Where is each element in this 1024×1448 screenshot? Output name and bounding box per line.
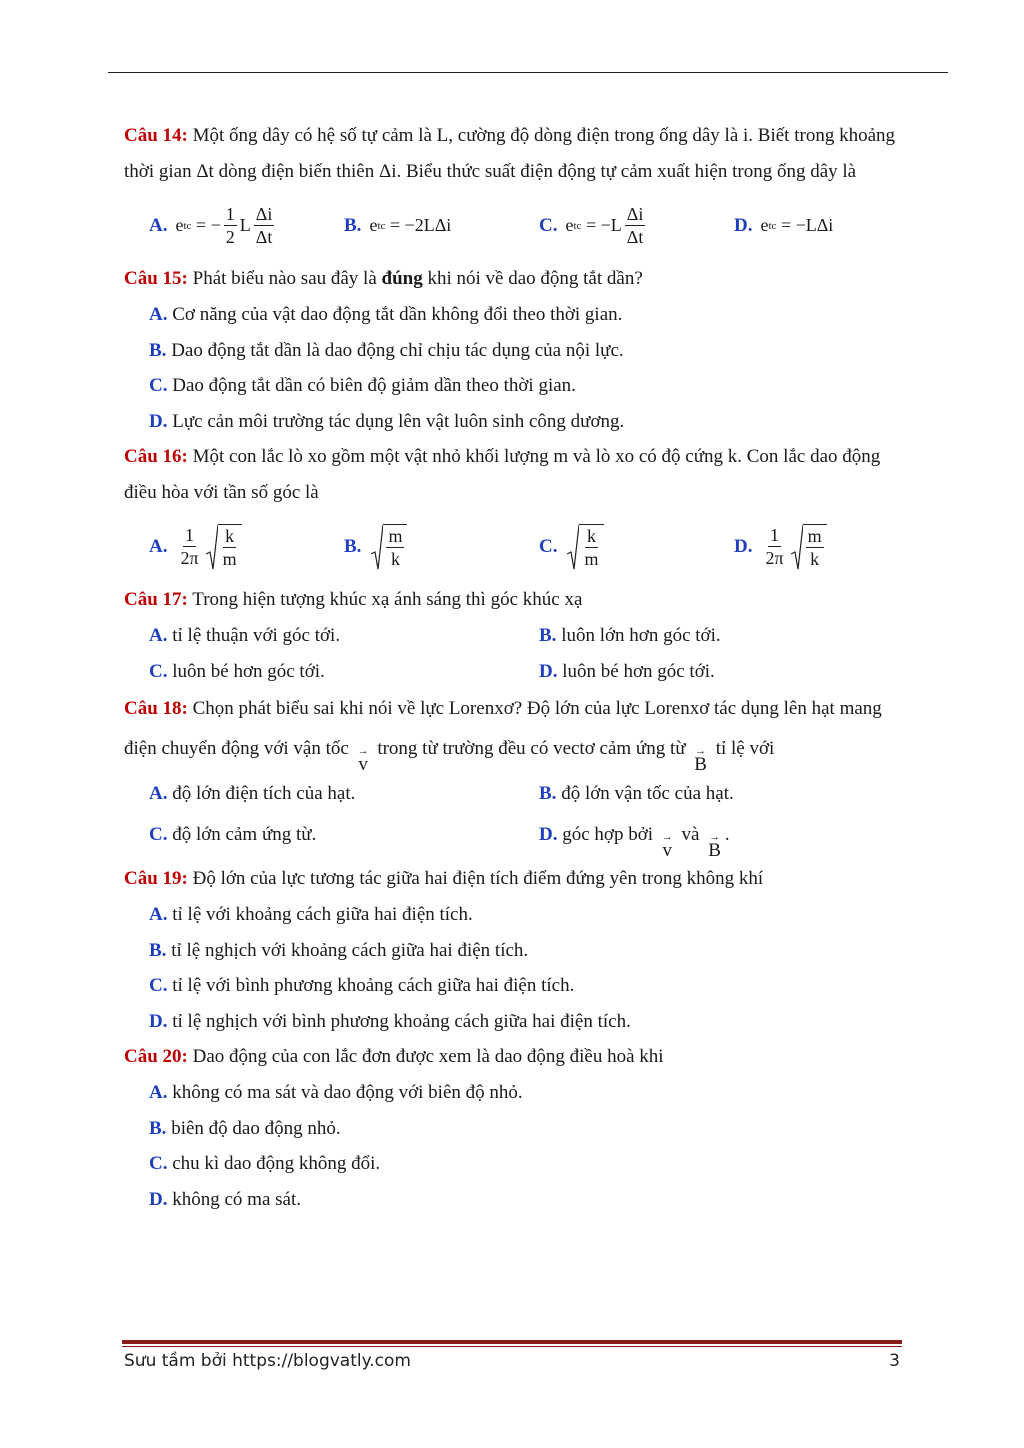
fraction: $\frac{\Delta i}{\Delta t}$: [255, 204, 273, 247]
question-label: Câu 16:: [124, 446, 188, 467]
option-c: C. $\frac{k}{m}$: [539, 511, 734, 582]
sqrt: $\frac{k}{m}$: [567, 524, 603, 570]
header-rule: [108, 72, 948, 73]
fraction: $\frac{\Delta i}{\Delta t}$: [626, 204, 644, 247]
question-label: Câu 19:: [124, 868, 188, 889]
option-letter: A.: [149, 214, 168, 236]
option-c: [539, 190, 734, 261]
question-18: Câu 18: Chọn phát biểu sai khi nói về lực Lorenxơ? Độ lớn của lực Lorenxơ tác dụng lên hạt mang điện chuyển động với vận tốc → v trong từ trường đều có vectơ cảm ứng từ → B tỉ lệ với: [124, 698, 882, 775]
sqrt: $\frac{m}{k}$: [791, 524, 827, 570]
option-b: B. tỉ lệ nghịch với khoảng cách giữa hai điện tích.: [149, 939, 529, 961]
fraction: $\frac{1}{2}$: [225, 204, 235, 247]
option-b: B. độ lớn vận tốc của hạt.: [539, 783, 734, 804]
option-c: C. độ lớn cảm ứng từ.: [149, 824, 317, 845]
question-text: Một ống dây có hệ số tự cảm là L, cường độ dòng điện trong ống dây là i. Biết trong khoảng thời gian Δt dòng điện biến thiên Δi. Biểu thức suất điện động tự cảm xuất hiện trong ống dây là: [124, 125, 896, 182]
question-label: Câu 17:: [124, 589, 188, 610]
footer-source: Sưu tầm bởi https://blogvatly.com: [124, 1351, 411, 1371]
question-text: Độ lớn của lực tương tác giữa hai điện tích điểm đứng yên trong không khí: [192, 868, 764, 889]
option-a: A. không có ma sát và dao động với biên độ nhỏ.: [149, 1082, 523, 1103]
vector-b: → B: [708, 831, 721, 861]
option-c: C. luôn bé hơn góc tới.: [149, 660, 325, 682]
question-text: Trong hiện tượng khúc xạ ánh sáng thì góc khúc xạ: [192, 589, 583, 610]
option-b: B. Dao động tắt dần là dao động chỉ chịu tác dụng của nội lực.: [149, 339, 624, 361]
option-a: [149, 190, 344, 261]
option-d: D. góc hợp bởi → v và → B .: [539, 824, 730, 861]
question-label: Câu 14:: [124, 125, 188, 146]
option-a: A. Cơ năng của vật dao động tắt dần không đổi theo thời gian.: [149, 304, 623, 325]
option-a: A. tỉ lệ thuận với góc tới.: [149, 625, 341, 646]
option-a: A. $\frac{1}{2\pi}$ $\frac{k}{m}$: [149, 511, 344, 582]
formula: e tc = −LΔi: [760, 215, 834, 235]
option-d: D. Lực cản môi trường tác dụng lên vật luôn sinh công dương.: [149, 410, 625, 432]
emphasis: đúng: [381, 268, 423, 289]
option-b: B. luôn lớn hơn góc tới.: [539, 625, 721, 646]
footer-rule: [122, 1340, 902, 1344]
formula: [565, 524, 603, 570]
question-19: [124, 861, 914, 897]
option-b: [344, 190, 539, 261]
footer-rule-thin: [122, 1346, 902, 1347]
sqrt: $\frac{m}{k}$: [371, 524, 407, 570]
question-label: Câu 20:: [124, 1046, 188, 1067]
option-c: C. tỉ lệ với bình phương khoảng cách giữa hai điện tích.: [149, 975, 575, 996]
option-letter: C.: [539, 214, 558, 236]
question-text: Dao động của con lắc đơn được xem là dao động điều hoà khi: [192, 1046, 664, 1067]
page-content: [124, 118, 914, 1217]
question-16: [124, 439, 914, 511]
option-d: D. luôn bé hơn góc tới.: [539, 660, 715, 682]
option-letter: D.: [734, 214, 753, 236]
options-14: [124, 190, 914, 261]
option-b: B. $\frac{m}{k}$: [344, 511, 539, 582]
question-17: [124, 582, 914, 618]
option-c: C. chu kì dao động không đổi.: [149, 1153, 381, 1174]
option-b: B. biên độ dao động nhỏ.: [149, 1117, 341, 1139]
option-d: D. $\frac{1}{2\pi}$ $\frac{m}{k}$: [734, 511, 929, 582]
formula: $\frac{1}{2\pi}$ $\frac{m}{k}$: [760, 524, 826, 570]
question-label: Câu 18:: [124, 698, 188, 719]
option-a: A. độ lớn điện tích của hạt.: [149, 783, 356, 804]
options-18: [124, 775, 914, 861]
option-d: D. tỉ lệ nghịch với bình phương khoảng cách giữa hai điện tích.: [149, 1010, 631, 1032]
vector-v: → v: [661, 831, 673, 861]
question-14: [124, 118, 914, 190]
option-a: A. tỉ lệ với khoảng cách giữa hai điện tích.: [149, 904, 473, 925]
formula: e tc = − $\frac{1}{2}$ L $\frac{\Delta i}{\Delta t}$: [175, 204, 273, 247]
formula: e tc = −L $\frac{\Delta i}{\Delta t}$: [565, 204, 644, 247]
options-17: [124, 618, 914, 689]
option-letter: B.: [344, 214, 362, 236]
formula: $\frac{1}{2\pi}$ $\frac{k}{m}$: [175, 524, 241, 570]
formula: e tc = −2LΔi: [369, 215, 452, 235]
options-16: [124, 511, 914, 582]
question-20: [124, 1039, 914, 1075]
question-15: Câu 15: Phát biểu nào sau đây là đúng khi nói về dao động tắt dần?: [124, 268, 643, 289]
formula: [369, 524, 407, 570]
page-number: 3: [889, 1351, 900, 1371]
vector-v: → v: [357, 745, 369, 775]
vector-b: → B: [694, 745, 707, 775]
option-c: C. Dao động tắt dần có biên độ giảm dần theo thời gian.: [149, 375, 576, 396]
option-d: [734, 190, 929, 261]
question-label: Câu 15:: [124, 268, 188, 289]
question-text: Một con lắc lò xo gồm một vật nhỏ khối lượng m và lò xo có độ cứng k. Con lắc dao động điều hòa với tần số góc là: [124, 446, 881, 503]
sqrt: $\frac{k}{m}$: [206, 524, 242, 570]
option-d: D. không có ma sát.: [149, 1188, 301, 1210]
